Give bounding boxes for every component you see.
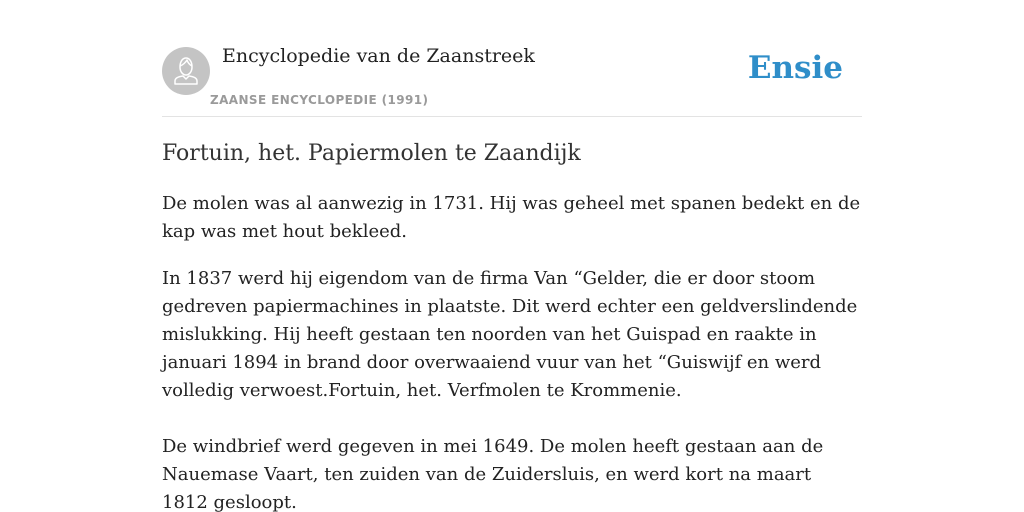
article-paragraph: De windbrief werd gegeven in mei 1649. De molen heeft gestaan aan de Nauemase Vaart, ten zuiden van de Zuidersluis, en werd kort na maart 1812 gesloopt. [162, 436, 824, 512]
article [162, 138, 862, 512]
source-subtitle[interactable]: ZAANSE ENCYCLOPEDIE (1991) [210, 93, 429, 107]
avatar[interactable] [162, 47, 210, 95]
site-title[interactable]: Encyclopedie van de Zaanstreek [222, 45, 535, 67]
article-title: Fortuin, het. Papiermolen te Zaandijk [162, 141, 581, 166]
article-paragraph: De molen was al aanwezig in 1731. Hij was geheel met spanen bedekt en de kap was met hout bekleed. [162, 193, 861, 242]
user-icon [162, 47, 210, 95]
header [162, 0, 862, 117]
article-paragraph: In 1837 werd hij eigendom van de firma Van “Gelder, die er door stoom gedreven papiermachines in plaatste. Dit werd echter een geldverslindende mislukking. Hij heeft gestaan ten noorden van het Guispad en raakte in januari 1894 in brand door overwaaiend vuur van het “Guiswijf en werd volledig verwoest.Fortuin, het. Verfmolen te Krommenie. [162, 268, 858, 401]
brand-logo[interactable]: Ensie [747, 50, 843, 86]
